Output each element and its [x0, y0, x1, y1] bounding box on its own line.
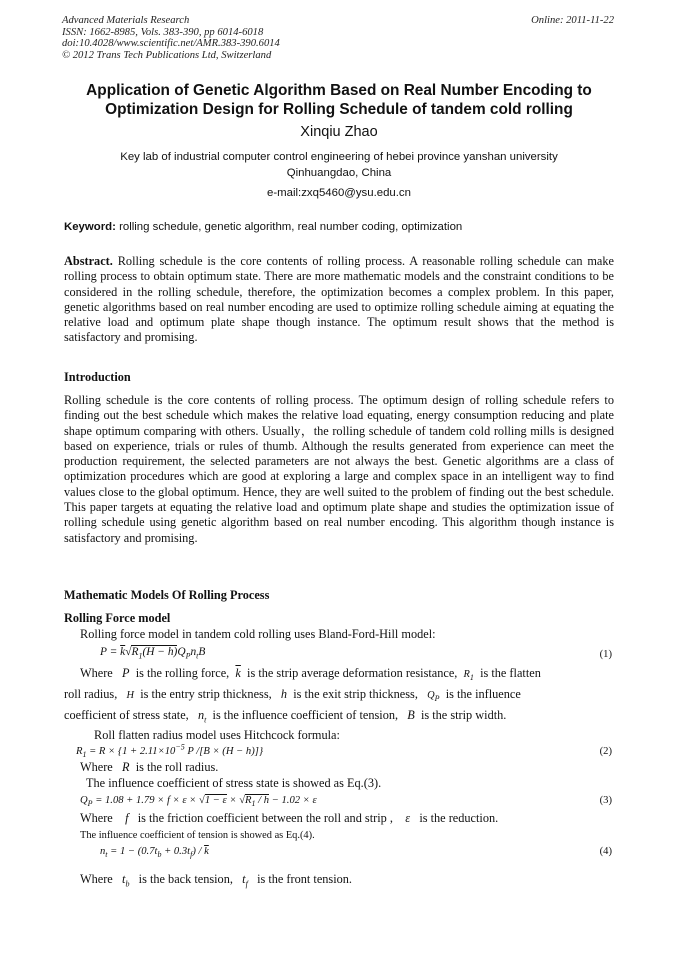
where3-line: Where f is the friction coefficient between the roll and strip , ε is the reduction.: [80, 811, 499, 825]
equation-3: $Q_P = 1.08 + 1.79 \times f \times \varepsilon \times √1 - \varepsilon \times √R_1 / h - 1.02 \times \varepsilon$: [80, 795, 317, 809]
doi-line: doi:10.4028/www.scientific.net/AMR.383-390.6014: [62, 38, 280, 50]
math-models-heading: Mathematic Models Of Rolling Process: [64, 588, 270, 602]
where1-p-text: is the rolling force,: [135, 666, 230, 680]
equation-3-number: (3): [599, 795, 612, 806]
where4-tb-text: is the back tension,: [138, 872, 233, 886]
tension-intro: The influence coefficient of tension is showed as Eq.(4).: [80, 830, 315, 841]
paper-title: [40, 81, 638, 119]
where4-line: Where $t_b$ is the back tension, $t_f$ is the front tension.: [80, 872, 353, 889]
issn-line: ISSN: 1662-8985, Vols. 383-390, pp 6014-6018: [62, 26, 264, 38]
author-email: e-mail:zxq5460@ysu.edu.cn: [267, 187, 411, 199]
introduction-heading: Introduction: [64, 370, 131, 384]
where1-H-text: is the entry strip thickness,: [140, 687, 272, 701]
introduction-paragraph: Rolling schedule is the core contents of rolling process. The optimum design of rolling schedule refers to finding out the best schedule which makes the relative load equating, energy consumption reducing and plate shape optimum comparing with others. Usually，the rolling schedule of tandem cold rolling mills is designed based on experience, trials or rules of thumb. Although the results generated from experience can meet the production requirement, the selected parameters are not always the best. Genetic algorithms are a class of optimization procedures which are good at exploring a large and complex space in an intelligent way to find values close to the global optimum. Hence, they are well suited to the problem of finding out the best schedule. This paper targets at equating the relative load and optimum plate shape and studies the optimization issue of rolling schedule using genetic algorithm based on real number encoding. This algorithm though instance is satisfactory and promising.: [64, 393, 614, 545]
equation-1: $P = \overline{k}√R_1(H - h)Q_Pn_tB$: [100, 646, 206, 661]
equation-2: $R_1 = R \times \{1 + 2.11\times 10^{-5}$ P /[B × (H − h)]}: [76, 742, 264, 760]
hitchcock-intro: Roll flatten radius model uses Hitchcock formula:: [94, 728, 340, 742]
where1-b-text: is the strip width.: [420, 708, 507, 722]
affiliation-line-1: Key lab of industrial computer control engineering of hebei province yanshan university: [120, 151, 558, 163]
where1-nt-text: is the influence coefficient of tension,: [212, 708, 399, 722]
affiliation-line-2: Qinhuangdao, China: [286, 166, 392, 179]
rolling-force-subheading: Rolling Force model: [64, 611, 171, 625]
where4-tf-text: is the front tension.: [257, 872, 353, 886]
where1-k-text: is the strip average deformation resistance,: [247, 666, 458, 680]
where1-r1-text: is the flatten: [480, 666, 541, 680]
stress-intro: The influence coefficient of stress state is showed as Eq.(3).: [86, 776, 382, 790]
affiliation: [40, 150, 638, 182]
where-word: Where: [80, 760, 113, 774]
where2-line: Where R is the roll radius.: [80, 760, 219, 774]
where1-roll-radius-text: roll radius,: [64, 687, 118, 701]
where3-e-text: is the reduction.: [419, 811, 499, 825]
keyword-line: [64, 220, 616, 235]
where-word: Where: [80, 811, 113, 825]
where1-line-3: coefficient of stress state, $n_t$ is the influence coefficient of tension, B is the strip width.: [64, 708, 507, 725]
title-line-1: Application of Genetic Algorithm Based on Real Number Encoding to: [86, 82, 592, 99]
abstract-label: Abstract.: [64, 254, 113, 268]
keyword-text: rolling schedule, genetic algorithm, real number coding, optimization: [119, 221, 463, 233]
where2-text: is the roll radius.: [135, 760, 219, 774]
equation-1-number: (1): [599, 649, 612, 660]
equation-2-number: (2): [599, 746, 612, 757]
where1-line-1: Where P is the rolling force, $\overline{k}$ is the strip average deformation resistance, $R_1$ is the flatten: [80, 666, 541, 683]
title-line-2: Optimization Design for Rolling Schedule of tandem cold rolling: [105, 101, 573, 118]
force-model-intro: Rolling force model in tandem cold rolling uses Bland-Ford-Hill model:: [80, 627, 436, 641]
where1-line-2: roll radius, H is the entry strip thickness, h is the exit strip thickness, $Q_P$ is the influence: [64, 687, 521, 704]
where3-f-text: is the friction coefficient between the roll and strip ,: [137, 811, 393, 825]
abstract-paragraph: [64, 254, 614, 346]
where1-qp-text: is the influence: [445, 687, 521, 701]
equation-4: $n_t = 1 - (0.7t_b + 0.3t_f) / \overline{k}$: [100, 846, 209, 860]
where-word: Where: [80, 666, 113, 680]
where-word: Where: [80, 872, 113, 886]
copyright-line: © 2012 Trans Tech Publications Ltd, Switzerland: [62, 49, 272, 61]
keyword-label: Keyword:: [64, 221, 116, 233]
journal-name: Advanced Materials Research: [62, 15, 190, 26]
journal-header: [62, 15, 280, 61]
where1-stress-text: coefficient of stress state,: [64, 708, 189, 722]
abstract-text: Rolling schedule is the core contents of rolling process. A reasonable rolling schedule can make rolling process to obtain optimum state. There are more mathematic models and the constraint conditions to be considered in the rolling schedule, therefore, the optimization becomes a complex problem. In this paper, genetic algorithms based on real number encoding are used to optimize rolling schedule aiming at equating the relative load and optimum plate shape though instance. The optimum result shows that the method is satisfactory and promising.: [64, 254, 614, 345]
equation-4-number: (4): [599, 846, 612, 857]
online-date: Online: 2011-11-22: [531, 15, 614, 26]
where1-h-text: is the exit strip thickness,: [293, 687, 418, 701]
author-name: Xinqiu Zhao: [300, 124, 378, 140]
